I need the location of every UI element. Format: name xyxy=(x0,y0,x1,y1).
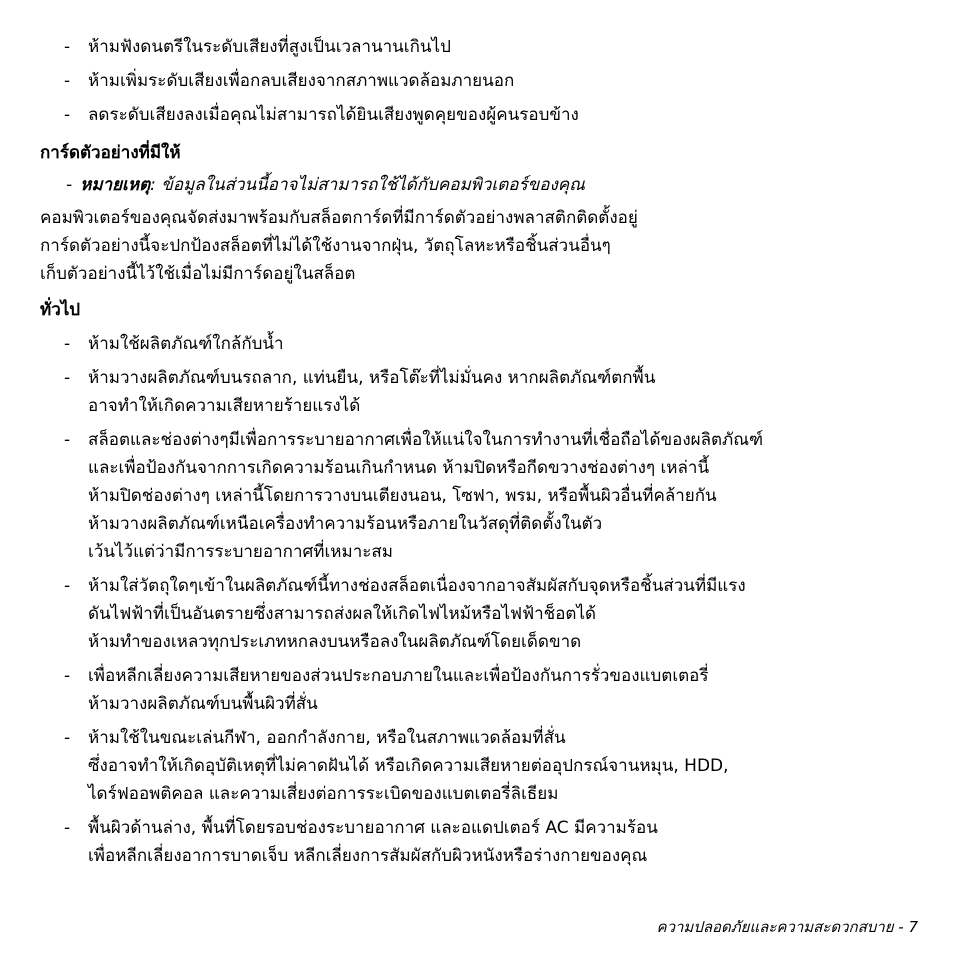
dummy-card-paragraph: คอมพิวเตอร์ของคุณจัดส่งมาพร้อมกับสล็อตการ์ดที่มีการ์ดตัวอย่างพลาสติกติดตั้งอยู่ การ์ดตัวอย่างนี้จะปกป้องสล็อตที่ไม่ได้ใช้งานจากฝุ่น, วัตถุโลหะหรือชิ้นส่วนอื่นๆ เก็บตัวอย่างนี้ไว้ใช้เมื่อไม่มีการ์ดอยู่ในสล็อต xyxy=(40,208,638,284)
list-item-text: พื้นผิวด้านล่าง, พื้นที่โดยรอบช่องระบายอากาศ และอแดปเตอร์ AC มีความร้อน เพื่อหลีกเลี่ยงอาการบาดเจ็บ หลีกเลี่ยงการสัมผัสกับผิวหนังหรือร่างกายของคุณ xyxy=(88,818,658,866)
section-heading-dummy-card: การ์ดตัวอย่างที่มีให้ xyxy=(40,143,181,163)
bullet-list xyxy=(0,33,954,129)
list-item-text: เพื่อหลีกเลี่ยงความเสียหายของส่วนประกอบภายในและเพื่อป้องกันการรั่วของแบตเตอรี่ ห้ามวางผลิตภัณฑ์บนพื้นผิวที่สั่น xyxy=(88,666,709,714)
note-text: : ข้อมูลในส่วนนี้อาจไม่สามารถใช้ได้กับคอมพิวเตอร์ของคุณ xyxy=(150,175,585,195)
list-item xyxy=(0,33,954,61)
list-item xyxy=(0,572,954,656)
list-item-text: สล็อตและช่องต่างๆมีเพื่อการระบายอากาศเพื่อให้แน่ใจในการทำงานที่เชื่อถือได้ของผลิตภัณฑ์ และเพื่อป้องกันจากการเกิดความร้อนเกินกำหนด ห้ามปิดหรือกีดขวางช่องต่างๆ เหล่านี้ ห้ามปิดช่องต่างๆ เหล่านี้โดยการวางบนเตียงนอน, โซฟา, พรม, หรือพื้นผิวอื่นที่คล้ายกัน ห้ามวางผลิตภัณฑ์เหนือเครื่องทำความร้อนหรือภายในวัสดุที่ติดตั้งในตัว เว้นไว้แต่ว่ามีการระบายอากาศที่เหมาะสม xyxy=(88,430,764,562)
list-item xyxy=(0,662,954,718)
bullet-dash: - xyxy=(64,105,71,125)
list-item xyxy=(0,426,954,566)
list-item-text: ห้ามฟังดนตรีในระดับเสียงที่สูงเป็นเวลานานเกินไป xyxy=(88,37,451,57)
bullet-dash: - xyxy=(64,728,71,748)
general-safety-list xyxy=(0,330,954,870)
list-item xyxy=(0,724,954,808)
list-item-text: ห้ามใช้ผลิตภัณฑ์ใกล้กับน้ำ xyxy=(88,334,284,354)
note-dash: - xyxy=(66,175,73,195)
list-item xyxy=(0,330,954,358)
note-line xyxy=(66,171,585,199)
list-item-text: ลดระดับเสียงลงเมื่อคุณไม่สามารถได้ยินเสียงพูดคุยของผู้คนรอบข้าง xyxy=(88,105,579,125)
bullet-dash: - xyxy=(64,576,71,596)
bullet-dash: - xyxy=(64,334,71,354)
list-item xyxy=(0,814,954,870)
list-item-text: ห้ามใส่วัตถุใดๆเข้าในผลิตภัณฑ์นี้ทางช่องสล็อตเนื่องจากอาจสัมผัสกับจุดหรือชิ้นส่วนที่มีแรง ดันไฟฟ้าที่เป็นอันตรายซึ่งสามารถส่งผลให้เกิดไฟไหม้หรือไฟฟ้าช็อตได้ ห้ามทำของเหลวทุกประเภทหกลงบนหรือลงในผลิตภัณฑ์โดยเด็ดขาด xyxy=(88,576,746,652)
bullet-dash: - xyxy=(64,430,71,450)
page-number: 7 xyxy=(908,918,918,936)
bullet-dash: - xyxy=(64,71,71,91)
list-item-text: ห้ามวางผลิตภัณฑ์บนรถลาก, แท่นยืน, หรือโต๊ะที่ไม่มั่นคง หากผลิตภัณฑ์ตกพื้น อาจทำให้เกิดความเสียหายร้ายแรงได้ xyxy=(88,368,656,416)
section-heading-general: ทั่วไป xyxy=(40,300,81,320)
bullet-dash: - xyxy=(64,37,71,57)
bullet-list xyxy=(0,330,954,870)
list-item xyxy=(0,67,954,95)
bullet-dash: - xyxy=(64,666,71,686)
footer-title: ความปลอดภัยและความสะดวกสบาย - xyxy=(656,918,904,936)
list-item-text: ห้ามเพิ่มระดับเสียงเพื่อกลบเสียงจากสภาพแวดล้อมภายนอก xyxy=(88,71,515,91)
hearing-safety-list xyxy=(0,33,954,129)
list-item xyxy=(0,364,954,420)
bullet-dash: - xyxy=(64,818,71,838)
list-item-text: ห้ามใช้ในขณะเล่นกีฬา, ออกกำลังกาย, หรือในสภาพแวดล้อมที่สั่น ซึ่งอาจทำให้เกิดอุบัติเหตุที่ไม่คาดฝันได้ หรือเกิดความเสียหายต่ออุปกรณ์จานหมุน, HDD, ไดร์ฟออพติคอล และความเสี่ยงต่อการระเบิดของแบตเตอรี่ลิเธียม xyxy=(88,728,729,804)
list-item xyxy=(0,101,954,129)
page-footer xyxy=(657,915,918,939)
note-label: หมายเหตุ xyxy=(80,175,151,195)
bullet-dash: - xyxy=(64,368,71,388)
